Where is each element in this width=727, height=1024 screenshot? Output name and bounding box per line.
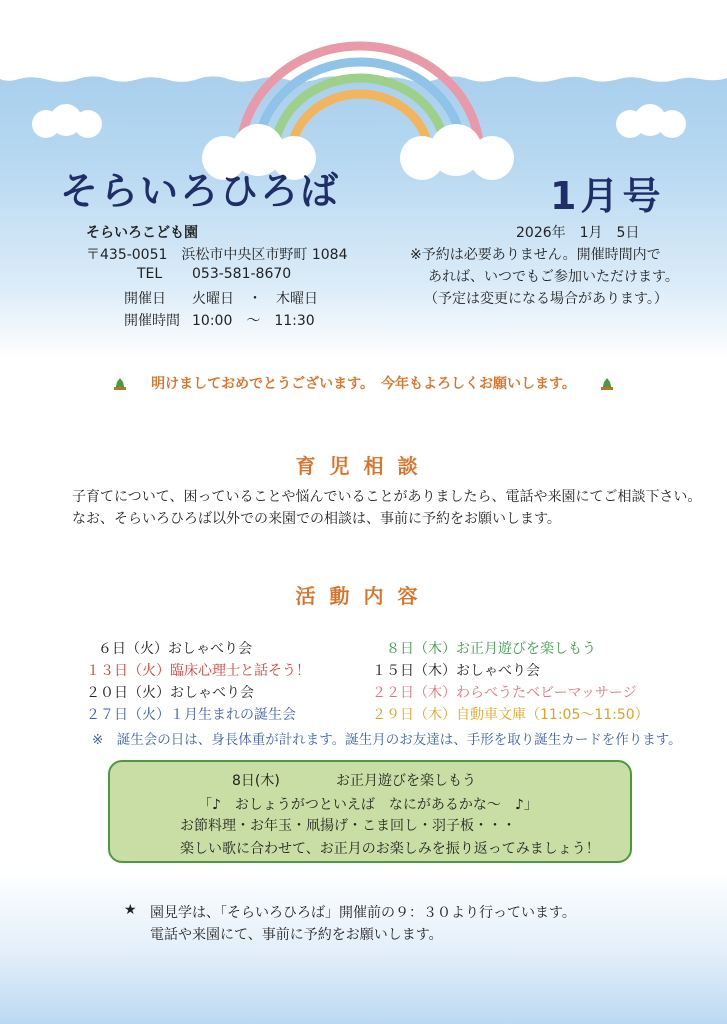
- days-label: 開催日: [124, 291, 166, 307]
- event-items: お節料理・お年玉・凧揚げ・こま回し・羽子板・・・: [180, 818, 516, 834]
- schedule-item: ２９日（木）自動車文庫（11:05～11:50）: [372, 707, 649, 723]
- tel-number: 053-581-8670: [192, 266, 292, 282]
- note-line: あれば、いつでもご参加いただけます。: [428, 269, 679, 285]
- kadomatsu-icon: [599, 378, 615, 390]
- activities-heading: 活動内容: [295, 584, 432, 608]
- visit-note: 園見学は、「そらいろひろば」開催前の９：３０より行っています。: [150, 905, 576, 921]
- cloud-icon: [398, 122, 518, 184]
- note-line: ※予約は必要ありません。開催時間内で: [410, 247, 661, 263]
- cloud-icon: [28, 104, 108, 140]
- event-song: 「♪ おしょうがつといえば なにがあるかな～ ♪」: [198, 797, 538, 813]
- star-icon: ★: [124, 902, 137, 918]
- event-closing: 楽しい歌に合わせて、お正月のお楽しみを振り返ってみましょう！: [180, 841, 600, 857]
- greeting-line: [0, 373, 727, 393]
- issue-label: 1月号: [550, 174, 665, 218]
- note-line: （予定は変更になる場合があります。）: [424, 291, 668, 307]
- schedule-item: ２７日（火）１月生まれの誕生会: [86, 707, 296, 723]
- issue-date: 2026年 1月 5日: [516, 225, 640, 241]
- consult-text: なお、そらいろひろば以外での来園での相談は、事前に予約をお願いします。: [72, 511, 561, 527]
- schedule-item: ２２日（木）わらべうたベビーマッサージ: [372, 685, 637, 701]
- schedule-item: ６日（火）おしゃべり会: [98, 641, 252, 657]
- bottom-sky-gradient: [0, 870, 727, 1024]
- days-value: 火曜日 ・ 木曜日: [192, 291, 318, 307]
- consult-heading: 育児相談: [295, 454, 432, 478]
- visit-note: 電話や来園にて、事前に予約をお願いします。: [150, 927, 443, 943]
- event-date: 8日(木): [232, 773, 280, 789]
- schedule-item: ２０日（火）おしゃべり会: [86, 685, 254, 701]
- birthday-note: ※ 誕生会の日は、身長体重が計れます。誕生月のお友達は、手形を取り誕生カードを作ります。: [92, 732, 682, 748]
- consult-text: 子育てについて、困っていることや悩んでいることがありましたら、電話や来園にてご相談下さい。: [72, 489, 702, 505]
- greeting-text: 明けましておめでとうございます。 今年もよろしくお願いします。: [151, 376, 576, 392]
- schedule-item: １５日（木）おしゃべり会: [372, 663, 540, 679]
- tel-label: TEL: [137, 266, 163, 282]
- event-box: [108, 760, 632, 863]
- schedule-item: ８日（木）お正月遊びを楽しもう: [386, 641, 596, 657]
- kadomatsu-icon: [112, 378, 128, 390]
- hours-label: 開催時間: [124, 313, 180, 329]
- hours-value: 10:00 ～ 11:30: [192, 313, 315, 329]
- address: 〒435-0051 浜松市中央区市野町 1084: [86, 247, 348, 263]
- schedule-item: １３日（火）臨床心理士と話そう！: [86, 663, 310, 679]
- cloud-icon: [612, 104, 692, 140]
- page-title: そらいろひろば: [60, 169, 341, 213]
- event-title: お正月遊びを楽しもう: [336, 773, 476, 789]
- org-name: そらいろこども園: [86, 225, 198, 241]
